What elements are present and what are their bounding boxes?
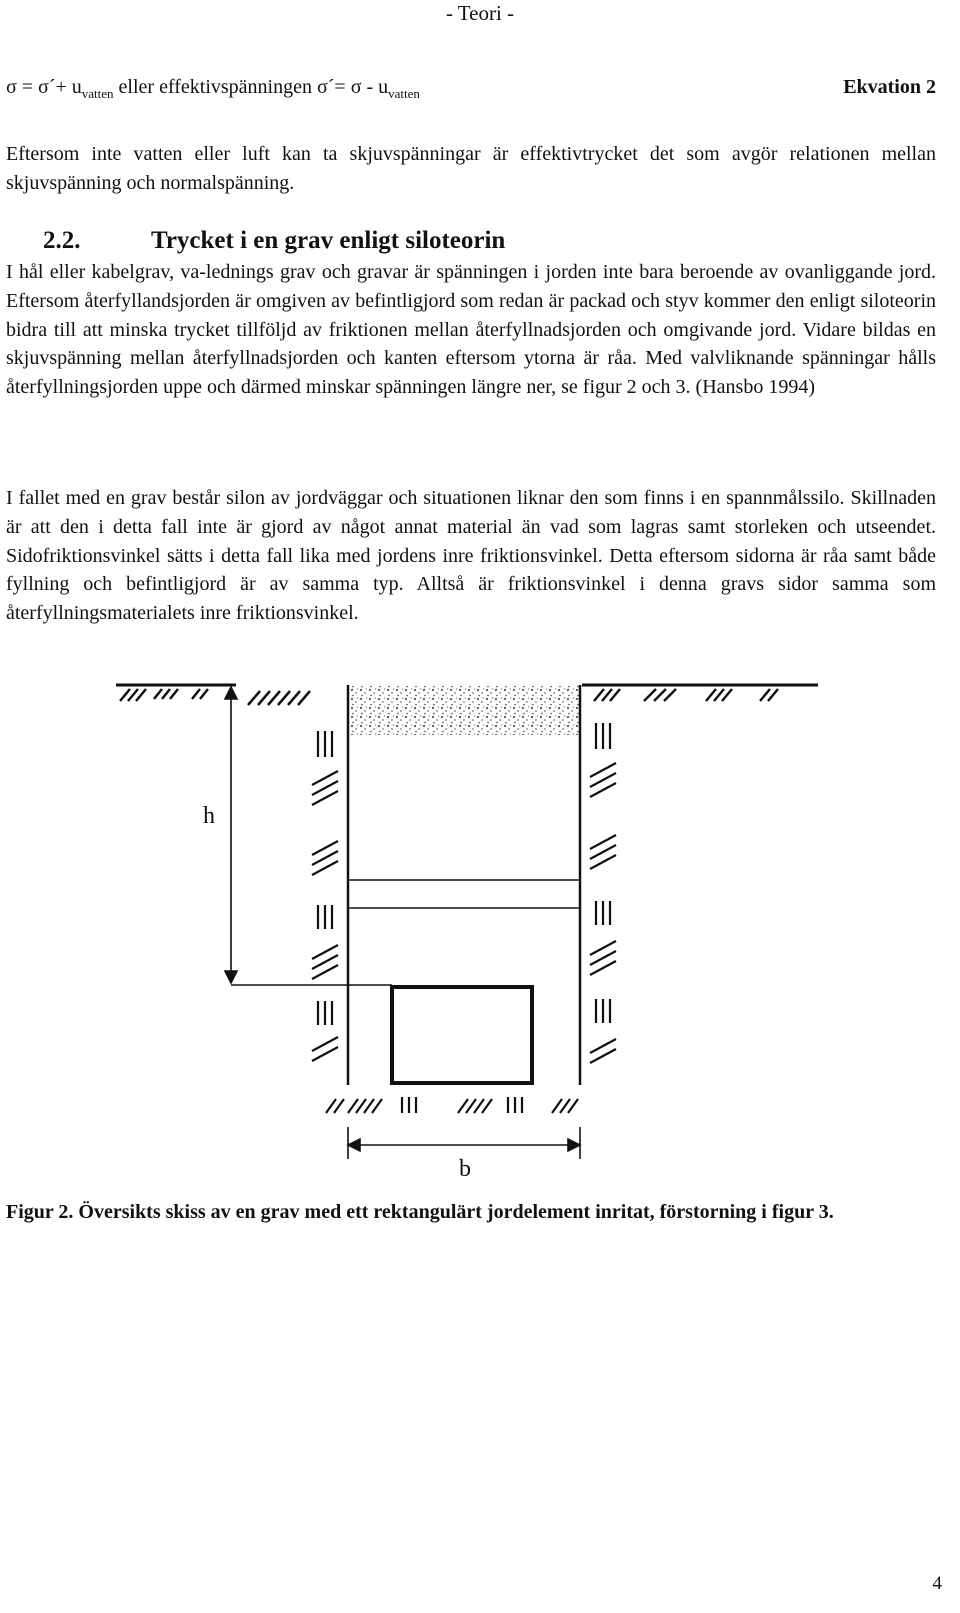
paragraph-grav: I fallet med en grav består silon av jordväggar och situationen liknar den som finns i en spannmålssilo. Skillnaden är att den i detta fall inte är gjord av något annat material än vad som lagras samt storleken och utseendet. Sidofriktionsvinkel sätts i detta fall lika med jordens inre friktionsvinkel. Detta eftersom sidorna är råa samt både fyllning och befintligjord är av samma typ. Alltså är friktionsvinkel i denna gravs sidor samma som återfyllningsmaterialets inre friktionsvinkel.	[6, 487, 936, 625]
equation-label: Ekvation 2	[843, 76, 936, 98]
paragraph-siloteori: I hål eller kabelgrav, va-lednings grav och gravar är spänningen i jorden inte bara beroende av ovanliggande jord. Eftersom återfyllandsjorden är omgiven av befintligjord som redan är packad och styv kommer den enligt siloteorin bidra till att minska trycket tillföljd av friktionen mellan återfyllnadsjorden och omgivande jord. Vidare bildas en skjuvspänning mellan återfyllnadsjorden och kanten eftersom ytorna är råa. Med valvliknande spänningar hålls återfyllningsjorden uppe och därmed minskar spänningen längre ner, se figur 2 och 3. (Hansbo 1994)	[6, 261, 936, 399]
paragraph-intro: Eftersom inte vatten eller luft kan ta skjuvspänningar är effektivtrycket det som avgör relationen mellan skjuvspänning och normalspänning.	[6, 143, 936, 194]
figure-caption: Figur 2. Översikts skiss av en grav med ett rektangulärt jordelement inritat, förstorning i figur 3.	[6, 1201, 834, 1223]
ground-hatch-left	[116, 685, 310, 705]
page-number: 4	[932, 1573, 942, 1594]
equation-part-2: eller effektivspänningen σ´= σ - u	[118, 76, 389, 98]
section-number: 2.2.	[43, 227, 81, 254]
gravel-layer	[348, 685, 580, 735]
page-header: - Teori -	[445, 1, 515, 25]
dimension-b	[348, 1127, 580, 1159]
ground-hatch-right	[582, 685, 818, 701]
soil-element	[392, 987, 532, 1083]
trench-diagram	[116, 679, 818, 1185]
equation-part-1: = σ´+ u	[21, 76, 82, 98]
wall-symbols-left	[312, 731, 338, 1061]
trench-figure	[116, 679, 818, 1185]
pipe-band	[348, 880, 580, 908]
section-heading	[43, 227, 505, 255]
section-title: Trycket i en grav enligt siloteorin	[151, 227, 506, 254]
equation-sigma: σ	[6, 76, 17, 98]
equation-subscript-2: vatten	[388, 86, 420, 101]
trench-walls	[348, 685, 580, 1085]
equation-subscript-1: vatten	[81, 86, 114, 101]
bottom-symbols	[326, 1097, 578, 1113]
dimension-h-label: h	[203, 803, 215, 829]
wall-symbols-right	[590, 723, 616, 1063]
dimension-b-label: b	[459, 1156, 471, 1182]
equation-line	[6, 74, 936, 107]
